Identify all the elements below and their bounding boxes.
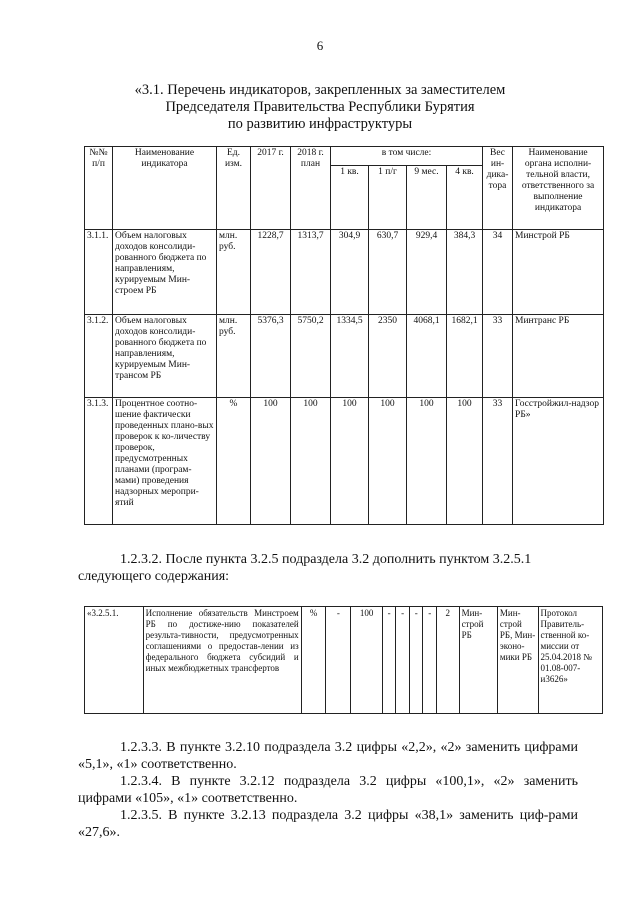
row-weight: 33 — [483, 398, 513, 525]
row-q1: 100 — [331, 398, 369, 525]
row-q4: 100 — [447, 398, 483, 525]
row-q1: 1334,5 — [331, 315, 369, 398]
row-org: Минстрой РБ — [513, 230, 604, 315]
row-2018: 5750,2 — [291, 315, 331, 398]
row-2018: 100 — [291, 398, 331, 525]
row-org-1: Мин-строй РБ — [459, 607, 497, 714]
table-row — [85, 607, 603, 714]
row-num: 3.1.2. — [85, 315, 113, 398]
row-unit: млн. руб. — [217, 315, 251, 398]
row-org: Госстройжил-надзор РБ» — [513, 398, 604, 525]
row-9m: - — [409, 607, 423, 714]
header-2018: 2018 г. план — [291, 147, 331, 230]
header-q1: 1 кв. — [331, 166, 369, 230]
row-basis: Протокол Правитель-ственной ко-миссии от 25.04.2018 № 01.08-007-и3626» — [538, 607, 602, 714]
row-org-2: Мин-строй РБ, Мин-эконо-мики РБ — [497, 607, 538, 714]
header-2017: 2017 г. — [251, 147, 291, 230]
header-org: Наименование органа исполни-тельной власти, ответственного за выполнение индикатора — [513, 147, 604, 230]
row-num: «3.2.5.1. — [85, 607, 144, 714]
row-h1: - — [396, 607, 410, 714]
row-h1: 630,7 — [369, 230, 407, 315]
row-2018: 100 — [351, 607, 383, 714]
section-heading — [90, 82, 550, 133]
row-unit: % — [301, 607, 326, 714]
row-name: Процентное соотно-шение фактически проведенных плано-вых проверок к ко-личеству проверок, предусмотренных планами (програм-мами) проведения надзорных меропри-ятий — [113, 398, 217, 525]
table-row — [85, 315, 604, 398]
row-q4: - — [423, 607, 437, 714]
row-q4: 384,3 — [447, 230, 483, 315]
row-org: Минтранс РБ — [513, 315, 604, 398]
row-q4: 1682,1 — [447, 315, 483, 398]
row-weight: 2 — [437, 607, 460, 714]
row-weight: 33 — [483, 315, 513, 398]
header-num: №№ п/п — [85, 147, 113, 230]
heading-line: Председателя Правительства Республики Бурятия — [165, 99, 475, 115]
heading-line: «3.1. Перечень индикаторов, закрепленных за заместителем — [134, 82, 506, 98]
row-unit: % — [217, 398, 251, 525]
row-num: 3.1.3. — [85, 398, 113, 525]
header-name: Наименование индикатора — [113, 147, 217, 230]
table-row — [85, 230, 604, 315]
paragraph-1-2-3-4: 1.2.3.4. В пункте 3.2.12 подраздела 3.2 цифры «100,1», «2» заменить цифрами «105», «1» соответственно. — [78, 774, 578, 806]
row-9m: 100 — [407, 398, 447, 525]
heading-line: по развитию инфраструктуры — [227, 116, 413, 132]
row-name: Исполнение обязательств Минстроем РБ по достиже-нию показателей результа-тивности, предусмотренных соглашениями о предостав-лении из федерального бюджета субсидий и иных межбюджетных трансфертов — [143, 607, 301, 714]
header-q4: 4 кв. — [447, 166, 483, 230]
row-h1: 100 — [369, 398, 407, 525]
row-9m: 4068,1 — [407, 315, 447, 398]
header-weight: Вес ин-дика-тора — [483, 147, 513, 230]
header-including: в том числе: — [331, 147, 483, 166]
row-9m: 929,4 — [407, 230, 447, 315]
header-unit: Ед. изм. — [217, 147, 251, 230]
table-header-row — [85, 147, 604, 166]
row-num: 3.1.1. — [85, 230, 113, 315]
row-weight: 34 — [483, 230, 513, 315]
row-q1: - — [382, 607, 396, 714]
row-h1: 2350 — [369, 315, 407, 398]
paragraph-1-2-3-3: 1.2.3.3. В пункте 3.2.10 подраздела 3.2 цифры «2,2», «2» заменить цифрами «5,1», «1» соответственно. — [78, 740, 578, 772]
table-row — [85, 398, 604, 525]
header-9m: 9 мес. — [407, 166, 447, 230]
row-name: Объем налоговых доходов консолиди-рованного бюджета по направлениям, курируемым Мин-трансом РБ — [113, 315, 217, 398]
addition-table — [84, 606, 603, 714]
row-2018: 1313,7 — [291, 230, 331, 315]
row-2017: 100 — [251, 398, 291, 525]
indicators-table — [84, 146, 604, 525]
row-2017: 1228,7 — [251, 230, 291, 315]
row-2017: 5376,3 — [251, 315, 291, 398]
paragraph-1-2-3-5: 1.2.3.5. В пункте 3.2.13 подраздела 3.2 цифры «38,1» заменить циф-рами «27,6». — [78, 808, 578, 840]
row-name: Объем налоговых доходов консолиди-рованного бюджета по направлениям, курируемым Мин-строем РБ — [113, 230, 217, 315]
row-2017: - — [326, 607, 351, 714]
row-q1: 304,9 — [331, 230, 369, 315]
page-number: 6 — [316, 38, 324, 53]
header-h1: 1 п/г — [369, 166, 407, 230]
paragraph-1-2-3-2: 1.2.3.2. После пункта 3.2.5 подраздела 3.2 дополнить пунктом 3.2.5.1 следующего содержания: — [78, 552, 532, 584]
row-unit: млн. руб. — [217, 230, 251, 315]
